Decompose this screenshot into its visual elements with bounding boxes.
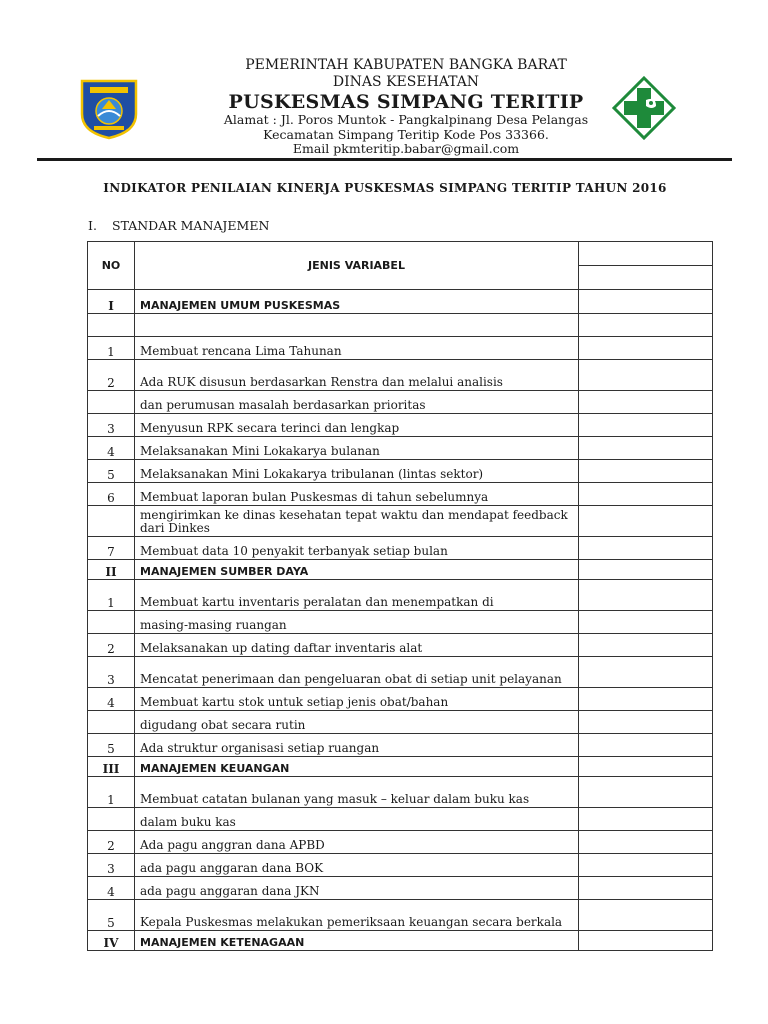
row-score-cell	[579, 734, 713, 757]
row-score-cell	[579, 560, 713, 580]
letterhead-email: Email pkmteritip.babar@gmail.com	[292, 141, 520, 156]
row-score-cell	[579, 808, 713, 831]
table-row	[88, 611, 713, 634]
row-score-cell	[579, 483, 713, 506]
row-number: 6	[88, 483, 135, 506]
table-header-row	[88, 242, 713, 266]
row-variable: dalam buku kas	[135, 808, 579, 831]
table-row	[88, 688, 713, 711]
row-number	[88, 808, 135, 831]
row-variable: Kepala Puskesmas melakukan pemeriksaan keuangan secara berkala	[135, 900, 579, 931]
row-variable: Membuat kartu stok untuk setiap jenis obat/bahan	[135, 688, 579, 711]
row-score-cell	[579, 931, 713, 951]
row-number: 1	[88, 337, 135, 360]
row-score-cell	[579, 657, 713, 688]
row-score-cell	[579, 580, 713, 611]
letterhead-district: Kecamatan Simpang Teritip Kode Pos 33366.	[263, 127, 549, 142]
row-score-cell	[579, 537, 713, 560]
row-variable: Ada RUK disusun berdasarkan Renstra dan melalui analisis	[135, 360, 579, 391]
row-number: 3	[88, 657, 135, 688]
letterhead-divider	[37, 158, 732, 161]
row-number: 1	[88, 777, 135, 808]
table-row	[88, 580, 713, 611]
row-variable: Mencatat penerimaan dan pengeluaran obat di setiap unit pelayanan	[135, 657, 579, 688]
table-row	[88, 711, 713, 734]
section-row	[88, 757, 713, 777]
row-variable: Membuat rencana Lima Tahunan	[135, 337, 579, 360]
row-score-cell	[579, 437, 713, 460]
section-title: STANDAR MANAJEMEN	[112, 218, 270, 233]
row-score-cell	[579, 688, 713, 711]
table-row	[88, 900, 713, 931]
row-variable: Ada struktur organisasi setiap ruangan	[135, 734, 579, 757]
row-variable: Ada pagu anggran dana APBD	[135, 831, 579, 854]
row-number: 5	[88, 734, 135, 757]
letterhead	[0, 0, 768, 165]
row-variable: Membuat laporan bulan Puskesmas di tahun sebelumnya	[135, 483, 579, 506]
table-row	[88, 414, 713, 437]
row-number: 4	[88, 437, 135, 460]
row-score-cell	[579, 900, 713, 931]
row-variable: Melaksanakan up dating daftar inventaris alat	[135, 634, 579, 657]
table-row	[88, 777, 713, 808]
row-score-cell	[579, 757, 713, 777]
row-score-cell	[579, 460, 713, 483]
header-score-cell-top	[579, 242, 713, 266]
row-number: 5	[88, 460, 135, 483]
row-variable: masing-masing ruangan	[135, 611, 579, 634]
puskesmas-cross-icon	[612, 76, 676, 140]
row-score-cell	[579, 854, 713, 877]
section-row	[88, 931, 713, 951]
row-score-cell	[579, 634, 713, 657]
header-no: NO	[88, 242, 135, 290]
row-variable: mengirimkan ke dinas kesehatan tepat waktu dan mendapat feedback dari Dinkes	[135, 506, 579, 537]
table-row	[88, 360, 713, 391]
letterhead-government: PEMERINTAH KABUPATEN BANGKA BARAT	[245, 57, 567, 73]
row-variable: Membuat kartu inventaris peralatan dan menempatkan di	[135, 580, 579, 611]
row-number: 2	[88, 360, 135, 391]
row-number	[88, 611, 135, 634]
table-row	[88, 808, 713, 831]
row-number: 1	[88, 580, 135, 611]
header-score-cell-bottom	[579, 266, 713, 290]
row-number	[88, 506, 135, 537]
table-row	[88, 460, 713, 483]
document-title: INDIKATOR PENILAIAN KINERJA PUSKESMAS SIMPANG TERITIP TAHUN 2016	[103, 181, 667, 195]
row-score-cell	[579, 360, 713, 391]
row-score-cell	[579, 506, 713, 537]
row-number: 2	[88, 831, 135, 854]
row-variable	[135, 314, 579, 337]
row-score-cell	[579, 711, 713, 734]
row-score-cell	[579, 414, 713, 437]
row-number	[88, 711, 135, 734]
letterhead-institution: PUSKESMAS SIMPANG TERITIP	[228, 91, 584, 113]
row-variable: MANAJEMEN KEUANGAN	[135, 757, 579, 777]
row-variable: Membuat catatan bulanan yang masuk – keluar dalam buku kas	[135, 777, 579, 808]
row-variable: dan perumusan masalah berdasarkan prioritas	[135, 391, 579, 414]
regency-logo	[78, 78, 140, 140]
row-number: 3	[88, 414, 135, 437]
table-row	[88, 314, 713, 337]
table-row	[88, 831, 713, 854]
row-number: 3	[88, 854, 135, 877]
row-variable: Menyusun RPK secara terinci dan lengkap	[135, 414, 579, 437]
row-score-cell	[579, 877, 713, 900]
header-jenis-variabel: JENIS VARIABEL	[135, 242, 579, 290]
row-number: 7	[88, 537, 135, 560]
row-variable: MANAJEMEN UMUM PUSKESMAS	[135, 290, 579, 314]
section-row	[88, 560, 713, 580]
row-number: 2	[88, 634, 135, 657]
row-score-cell	[579, 337, 713, 360]
row-number: III	[88, 757, 135, 777]
table-row	[88, 657, 713, 688]
row-variable: Membuat data 10 penyakit terbanyak setiap bulan	[135, 537, 579, 560]
row-number: 4	[88, 688, 135, 711]
table-row	[88, 537, 713, 560]
row-score-cell	[579, 777, 713, 808]
row-number: II	[88, 560, 135, 580]
row-score-cell	[579, 611, 713, 634]
table-row	[88, 506, 713, 537]
row-score-cell	[579, 391, 713, 414]
table-row	[88, 391, 713, 414]
table-row	[88, 337, 713, 360]
letterhead-department: DINAS KESEHATAN	[332, 74, 480, 90]
section-number: I.	[88, 218, 97, 233]
table-row	[88, 483, 713, 506]
row-variable: ada pagu anggaran dana JKN	[135, 877, 579, 900]
row-variable: Melaksanakan Mini Lokakarya bulanan	[135, 437, 579, 460]
row-number: 5	[88, 900, 135, 931]
table-row	[88, 854, 713, 877]
section-row	[88, 290, 713, 314]
row-score-cell	[579, 314, 713, 337]
row-number: IV	[88, 931, 135, 951]
section-heading	[88, 218, 269, 233]
table-row	[88, 437, 713, 460]
row-number: 4	[88, 877, 135, 900]
row-score-cell	[579, 290, 713, 314]
row-variable: Melaksanakan Mini Lokakarya tribulanan (lintas sektor)	[135, 460, 579, 483]
indicator-table	[87, 241, 713, 951]
row-number: I	[88, 290, 135, 314]
table-row	[88, 734, 713, 757]
row-score-cell	[579, 831, 713, 854]
row-variable: ada pagu anggaran dana BOK	[135, 854, 579, 877]
row-variable: digudang obat secara rutin	[135, 711, 579, 734]
table-row	[88, 634, 713, 657]
row-number	[88, 314, 135, 337]
row-variable: MANAJEMEN KETENAGAAN	[135, 931, 579, 951]
table-row	[88, 877, 713, 900]
row-number	[88, 391, 135, 414]
letterhead-address: Alamat : Jl. Poros Muntok - Pangkalpinang Desa Pelangas	[223, 112, 589, 127]
row-variable: MANAJEMEN SUMBER DAYA	[135, 560, 579, 580]
